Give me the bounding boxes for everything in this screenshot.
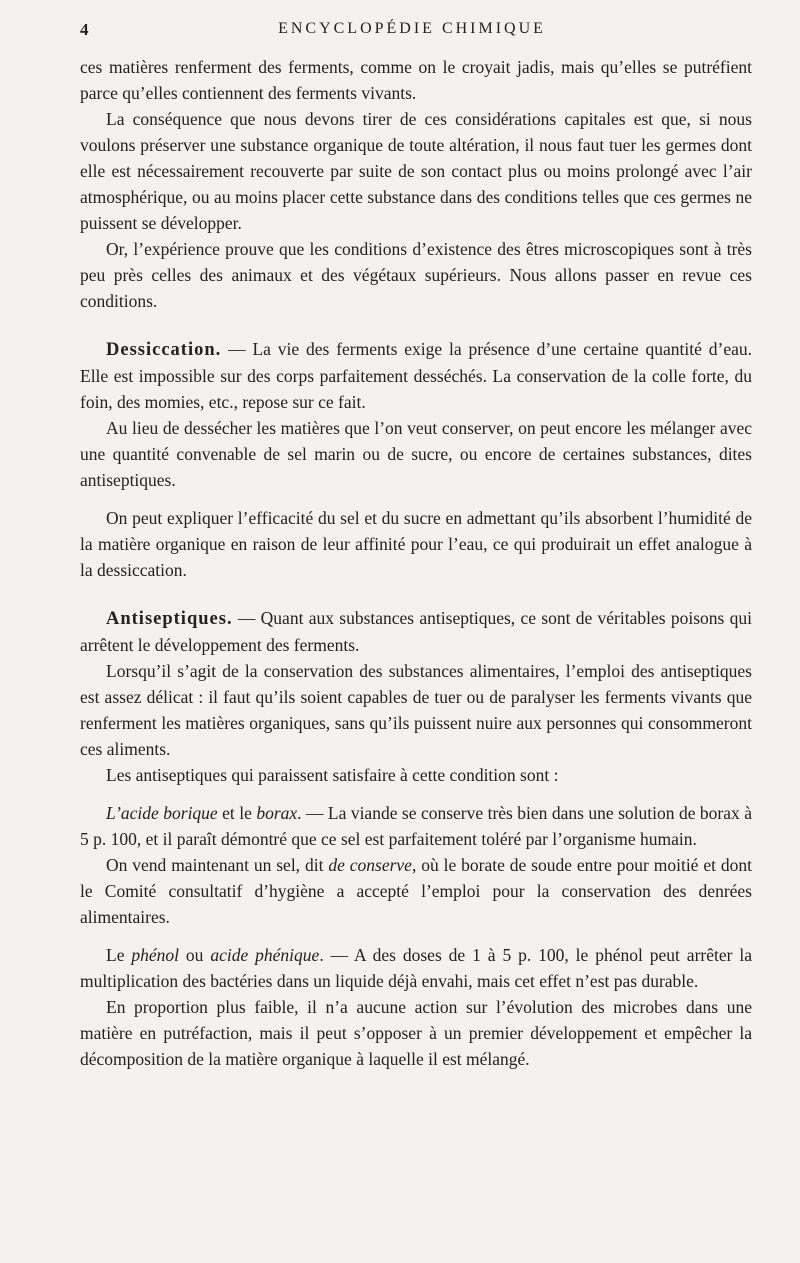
paragraph: Or, l’expérience prouve que les conditions d’existence des êtres microscopiques sont à très peu près celles des animaux et des végétaux supérieurs. Nous allons passer en revue ces conditions. <box>80 239 752 311</box>
paragraph: La conséquence que nous devons tirer de ces considérations capitales est que, si nous voulons préserver une substance organique de toute altération, il nous faut tuer les germes dont elle est nécessairement recouverte par suite de son contact plus ou moins prolongé avec l’air atmosphérique, ou au moins placer cette substance dans des conditions telles que ces germes ne puissent se développer. <box>80 109 752 233</box>
section-dessiccation: Dessiccation. — La vie des ferments exige la présence d’une certaine quantité d’eau. Elle est impossible sur des corps parfaitement desséchés. La conservation de la colle forte, du foin, des momies, etc., repose sur ce fait. <box>80 339 752 412</box>
paragraph-acide-borique: L’acide borique et le borax. — La viande se conserve très bien dans une solution de borax à 5 p. 100, et il paraît démontré que ce sel est parfaitement toléré par l’organisme humain. <box>80 803 752 849</box>
paragraph: On vend maintenant un sel, dit de conserve, où le borate de soude entre pour moitié et dont le Comité consultatif d’hygiène a accepté l’emploi pour la conservation des denrées alimentaires. <box>80 855 752 927</box>
paragraph: On peut expliquer l’efficacité du sel et du sucre en admettant qu’ils absorbent l’humidité de la matière organique en raison de leur affinité pour l’eau, ce qui produirait un effet analogue à la dessiccation. <box>80 508 752 580</box>
section-antiseptiques: Antiseptiques. — Quant aux substances antiseptiques, ce sont de véritables poisons qui arrêtent le développement des ferments. <box>80 608 752 655</box>
paragraph: Au lieu de dessécher les matières que l’on veut conserver, on peut encore les mélanger avec une quantité convenable de sel marin ou de sucre, ou encore de certaines substances, dites antiseptiques. <box>80 418 752 490</box>
paragraph: Les antiseptiques qui paraissent satisfaire à cette condition sont : <box>106 765 559 785</box>
paragraph-phenol: Le phénol ou acide phénique. — A des doses de 1 à 5 p. 100, le phénol peut arrêter la multiplication des bactéries dans un liquide déjà envahi, mais cet effet n’est pas durable. <box>80 945 753 991</box>
running-title: ENCYCLOPÉDIE CHIMIQUE <box>278 20 546 37</box>
paragraph: En proportion plus faible, il n’a aucune action sur l’évolution des microbes dans une matière en putréfaction, mais il peut s’opposer à un premier développement et empêcher la décomposition de la matière organique à laquelle il est mélangé. <box>80 997 752 1069</box>
page-number: 4 <box>80 20 89 39</box>
paragraph: Lorsqu’il s’agit de la conservation des substances alimentaires, l’emploi des antiseptiques est assez délicat : il faut qu’ils soient capables de tuer ou de paralyser les ferments vivants que renferment les matières organiques, sans qu’ils puissent nuire aux personnes qui consommeront ces aliments. <box>80 661 752 759</box>
paragraph: ces matières renferment des ferments, comme on le croyait jadis, mais qu’elles se putréfient parce qu’elles contiennent des ferments vivants. <box>80 57 752 103</box>
section-heading: Antiseptiques. <box>106 609 233 629</box>
section-heading: Dessiccation. <box>106 340 222 360</box>
page-header <box>72 16 752 46</box>
body-text <box>80 54 752 1072</box>
